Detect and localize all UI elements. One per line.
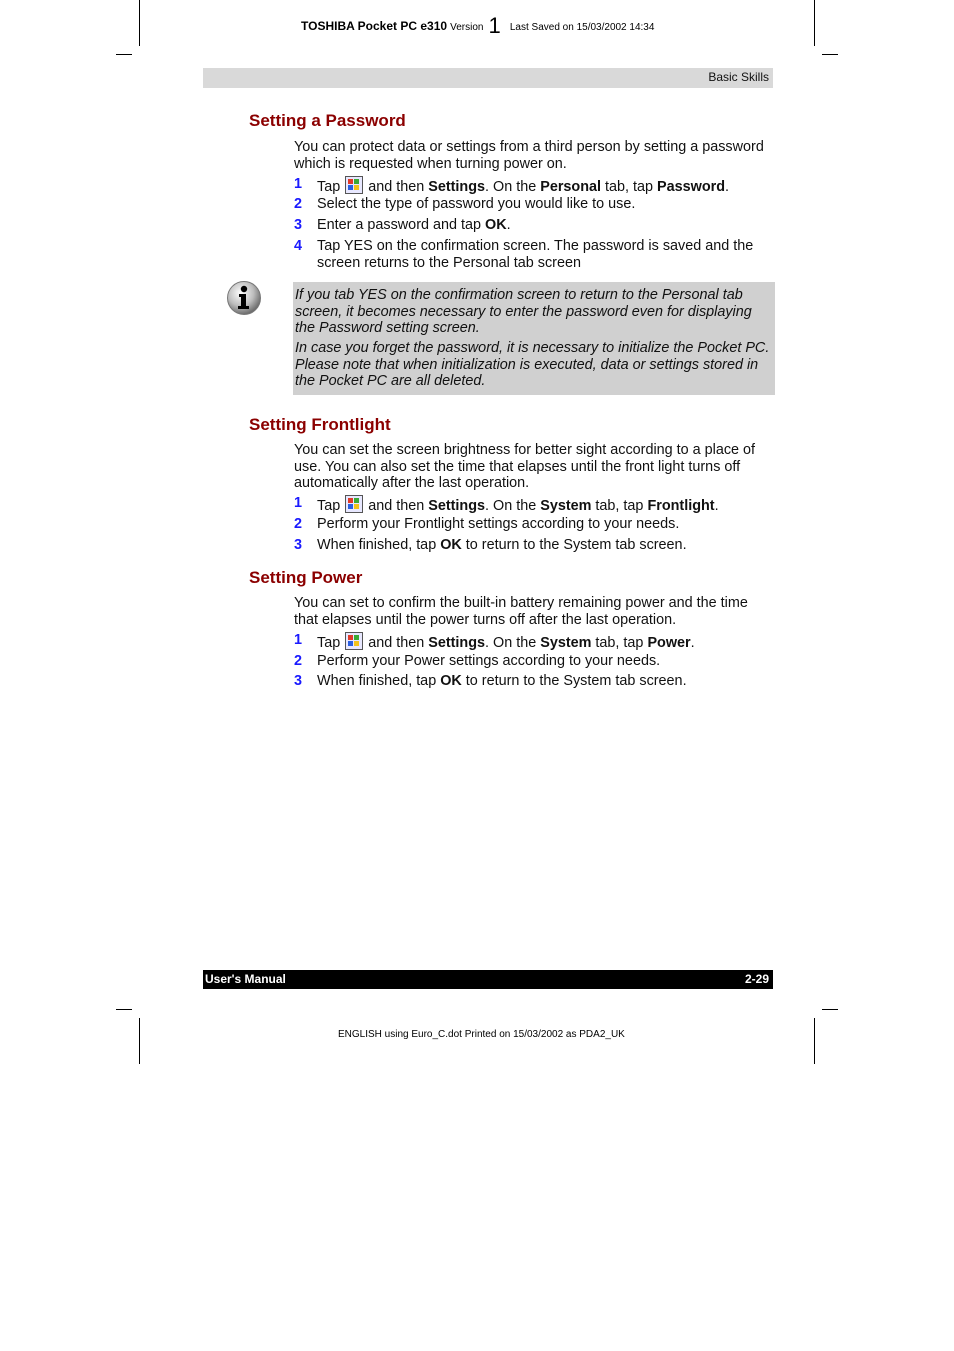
info-icon xyxy=(226,280,262,316)
crop-mark xyxy=(116,1009,132,1010)
crop-mark xyxy=(139,1018,140,1064)
product-name: TOSHIBA Pocket PC e310 xyxy=(301,19,448,33)
note-paragraph-1: If you tab YES on the confirmation screen to return to the Personal tab screen, it becomes necessary to enter the password even for displaying the Password setting screen. xyxy=(295,287,752,336)
windows-start-icon xyxy=(345,495,363,513)
document-header xyxy=(301,10,654,36)
version-number: 1 xyxy=(488,13,501,38)
password-intro: You can protect data or settings from a third person by setting a password which is requested when turning power on. xyxy=(294,139,764,172)
crop-mark xyxy=(822,1009,838,1010)
power-step-2: 2 Perform your Power settings according to your needs. xyxy=(294,653,661,669)
note-paragraph-2: In case you forget the password, it is necessary to initialize the Pocket PC. Please note that when initialization is executed, data or settings stored in the Pocket PC are all deleted. xyxy=(295,340,770,389)
crop-mark xyxy=(139,0,140,46)
crop-mark xyxy=(814,0,815,46)
windows-start-icon xyxy=(345,632,363,650)
step-number: 4 xyxy=(294,238,303,254)
print-info: ENGLISH using Euro_C.dot Printed on 15/03/2002 as PDA2_UK xyxy=(338,1029,625,1040)
frontlight-step-1: 1 Tap and then Settings. On the System tab, tap Frontlight. xyxy=(294,495,719,514)
step-number: 1 xyxy=(294,632,303,648)
step-number: 1 xyxy=(294,495,303,511)
power-step-3: 3 When finished, tap OK to return to the System tab screen. xyxy=(294,673,687,689)
note-box xyxy=(293,282,775,395)
heading-setting-power: Setting Power xyxy=(249,568,363,587)
step-number: 3 xyxy=(294,217,303,233)
crop-mark xyxy=(822,54,838,55)
windows-start-icon xyxy=(345,176,363,194)
password-step-4: 4 Tap YES on the confirmation screen. The password is saved and the screen returns to the Personal tab screen xyxy=(294,238,754,271)
step-number: 3 xyxy=(294,537,303,553)
frontlight-step-3: 3 When finished, tap OK to return to the System tab screen. xyxy=(294,537,687,553)
step-number: 3 xyxy=(294,673,303,689)
heading-setting-password: Setting a Password xyxy=(249,111,406,130)
crop-mark xyxy=(814,1018,815,1064)
crop-mark xyxy=(116,54,132,55)
frontlight-intro: You can set the screen brightness for better sight according to a place of use. You can also set the time that elapses until the front light turns off automatically after the last operation. xyxy=(294,442,756,491)
page-footer xyxy=(203,970,773,989)
step-number: 2 xyxy=(294,653,303,669)
password-step-1: 1 Tap and then Settings. On the Personal tab, tap Password. xyxy=(294,176,730,195)
step-number: 2 xyxy=(294,516,303,532)
step-number: 1 xyxy=(294,176,303,192)
heading-setting-frontlight: Setting Frontlight xyxy=(249,415,391,434)
power-intro: You can set to confirm the built-in battery remaining power and the time that elapses until the power turns off after the last operation. xyxy=(294,595,748,628)
step-number: 2 xyxy=(294,196,303,212)
chapter-bar xyxy=(203,68,773,88)
page-number: 2-29 xyxy=(744,972,769,986)
password-step-3: 3 Enter a password and tap OK. xyxy=(294,217,511,233)
frontlight-step-2: 2 Perform your Frontlight settings according to your needs. xyxy=(294,516,680,532)
version-label: Version xyxy=(450,22,484,33)
power-step-1: 1 Tap and then Settings. On the System tab, tap Power. xyxy=(294,632,695,651)
password-step-2: 2 Select the type of password you would like to use. xyxy=(294,196,636,212)
footer-manual-title: User's Manual xyxy=(205,972,286,986)
chapter-label: Basic Skills xyxy=(708,70,769,84)
last-saved: Last Saved on 15/03/2002 14:34 xyxy=(509,22,655,33)
